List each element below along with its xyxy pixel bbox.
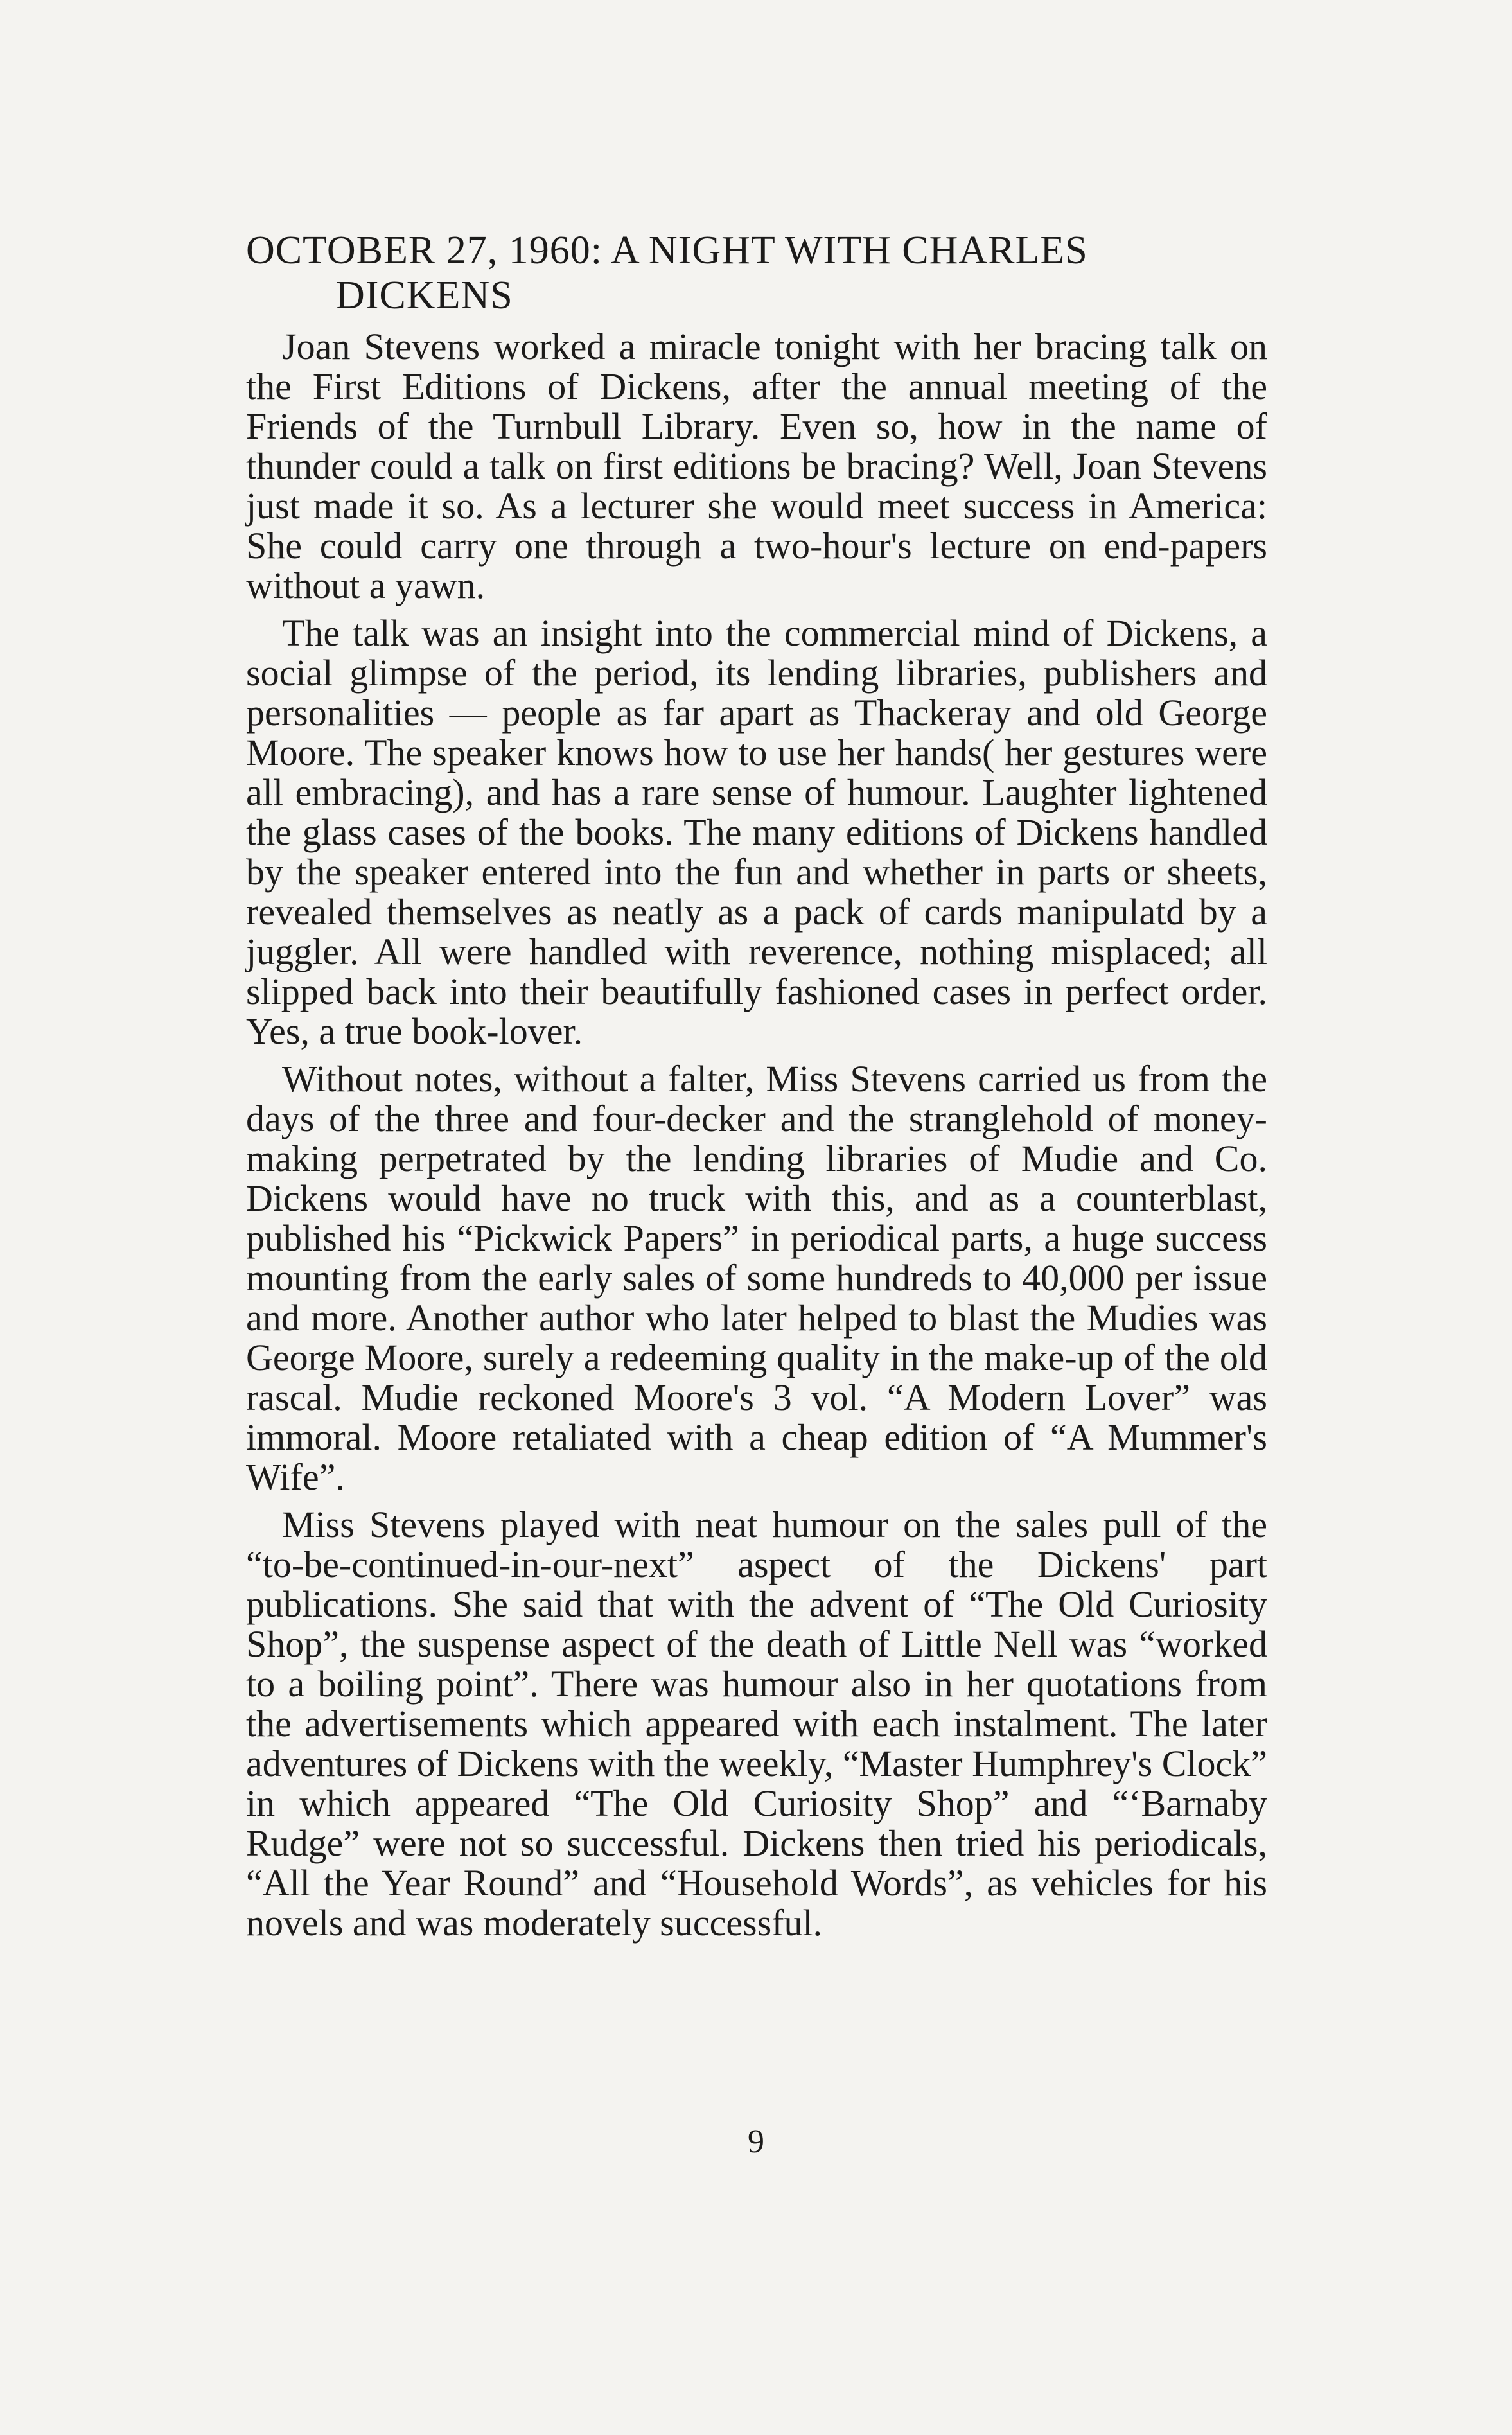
page-number: 9 xyxy=(748,2123,764,2160)
paragraph-3: Without notes, without a falter, Miss Stevens carried us from the days of the three and four-decker and the stranglehold of money-making perpetrated by the lending libraries of Mudie and Co. Dickens would have no truck with this, and as a counterblast, published his “Pickwick Papers” in periodical parts, a huge success mounting from the early sales of some hundreds to 40,000 per issue and more. Another author who later helped to blast the Mudies was George Moore, surely a redeeming quality in the make-up of the old rascal. Mudie reckoned Moore's 3 vol. “A Modern Lover” was immoral. Moore retaliated with a cheap edition of “A Mummer's Wife”. xyxy=(246,1058,1267,1498)
article-title: OCTOBER 27, 1960: A NIGHT WITH CHARLES DICKENS xyxy=(246,229,1088,317)
paragraph-1: Joan Stevens worked a miracle tonight with her bracing talk on the First Editions of Dickens, after the annual meeting of the Friends of the Turnbull Library. Even so, how in the name of thunder could a talk on first editions be bracing? Well, Joan Stevens just made it so. As a lecturer she would meet success in America: She could carry one through a two-hour's lecture on end-papers without a yawn. xyxy=(246,326,1267,606)
paragraph-4: Miss Stevens played with neat humour on the sales pull of the “to-be-continued-in-our-next” aspect of the Dickens' part publications. She said that with the advent of “The Old Curiosity Shop”, the suspense aspect of the death of Little Nell was “worked to a boiling point”. There was humour also in her quotations from the advertisements which appeared with each instalment. The later adventures of Dickens with the weekly, “Master Humphrey's Clock” in which appeared “The Old Curiosity Shop” and “‘Barnaby Rudge” were not so successful. Dickens then tried his periodicals, “All the Year Round” and “Household Words”, as vehicles for his novels and was moderately successful. xyxy=(246,1504,1267,1944)
paragraph-2: The talk was an insight into the commercial mind of Dickens, a social glimpse of the period, its lending libraries, publishers and personalities — people as far apart as Thackeray and old George Moore. The speaker knows how to use her hands( her gestures were all embracing), and has a rare sense of humour. Laughter lightened the glass cases of the books. The many editions of Dickens handled by the speaker entered into the fun and whether in parts or sheets, revealed themselves as neatly as a pack of cards manipulatd by a juggler. All were handled with reverence, nothing misplaced; all slipped back into their beautifully fashioned cases in perfect order. Yes, a true book-lover. xyxy=(246,612,1267,1052)
article-body xyxy=(246,228,1267,1943)
